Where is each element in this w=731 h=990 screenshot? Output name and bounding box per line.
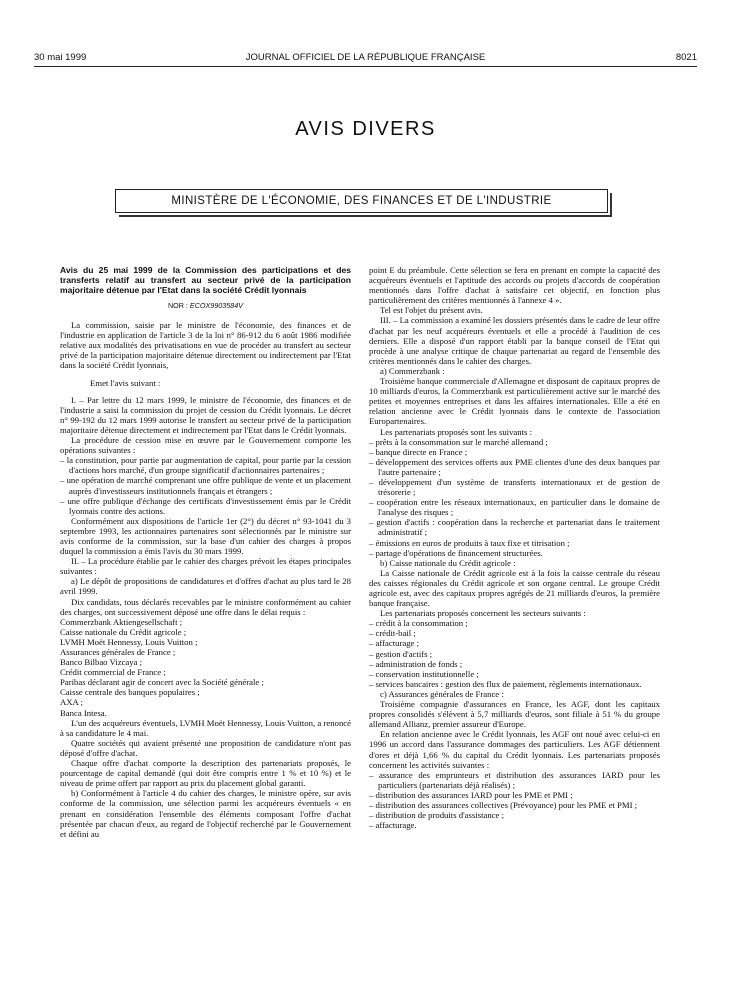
paragraph: Chaque offre d'achat comporte la description des partenariats proposés, le pourcentage de capital demandé (qui doit être compris entre 1 % et 10 %) et le niveau de prime offert par rapport au prix du placement global garanti. [60, 758, 351, 789]
list-item: – la constitution, pour partie par augmentation de capital, pour partie par la cession d'actions hors marché, d'un groupe significatif d'actionnaires partenaires ; [60, 455, 351, 476]
paragraph: En relation ancienne avec le Crédit lyonnais, les AGF ont noué avec celui-ci en 1996 un accord dans l'assurance dommages des particuliers. Les AGF détiennent d'ores et déjà 1,66 % du capital du Crédit lyonnais. Les partenariats proposés concernent les activités suivantes : [369, 729, 660, 770]
paragraph: La procédure de cession mise en œuvre par le Gouvernement comporte les opérations suivantes : [60, 435, 351, 456]
list-item: – banque directe en France ; [369, 446, 468, 457]
list-item: – distribution de produits d'assistance ; [369, 810, 504, 821]
list-item: – une opération de marché comprenant une offre publique de vente et un placement auprès d'investisseurs institutionnels français et étrangers ; [60, 475, 351, 496]
list-item: – conservation institutionnelle ; [369, 668, 479, 679]
list-item: – assurance des emprunteurs et distribution des assurances IARD pour les particuliers (partenariats déjà réalisés) ; [369, 769, 660, 790]
list-item: – gestion d'actifs ; [369, 648, 433, 659]
paragraph: Tel est l'objet du présent avis. [380, 305, 483, 316]
list-item: Caisse nationale du Crédit agricole ; [60, 626, 187, 637]
operations-list [60, 455, 351, 516]
paragraph: point E du préambule. Cette sélection se fera en prenant en compte la capacité des acquéreurs éventuels et l'aptitude des accords ou projets d'accords de coopération mentionnés dans l'offre d'achat à satisfaire cet objectif, en fonction plus particulièrement des critères mentionnés à l'annexe 4 ». [369, 265, 660, 306]
nor-code: ECOX9903584V [189, 301, 244, 310]
list-item: – gestion d'actifs : coopération dans la recherche et partenariat dans le traitement administratif ; [369, 517, 660, 538]
header-journal-title: JOURNAL OFFICIEL DE LA RÉPUBLIQUE FRANÇAISE [245, 52, 486, 63]
list-item: – prêts à la consommation sur le marché allemand ; [369, 436, 548, 447]
paragraph: Les partenariats proposés sont les suivants : [380, 426, 533, 437]
ministry-box: MINISTÈRE DE L'ÉCONOMIE, DES FINANCES ET DE L'INDUSTRIE [115, 189, 608, 213]
list-item: Assurances générales de France ; [60, 647, 176, 657]
list-item: – affacturage. [369, 820, 417, 831]
list-item: – coopération entre les réseaux internationaux, en particulier dans le domaine de l'analyse des risques ; [369, 497, 660, 518]
paragraph: Conformément aux dispositions de l'article 1er (2°) du décret n° 93-1041 du 3 septembre 1993, les actionnaires partenaires sont sélectionnés par le ministre sur avis conforme de la commission, sur la base d'un cahier des charges à propos duquel la commission a émis l'avis du 30 mars 1999. [60, 515, 351, 557]
paragraph: Quatre sociétés qui avaient présenté une proposition de candidature n'ont pas déposé d'offre d'achat. [60, 737, 351, 758]
paragraph: Troisième banque commerciale d'Allemagne et disposant de capitaux propres de 10 milliards d'euros, la Commerzbank est particulièrement active sur le marché des petites et moyennes entreprises et dans les affaires internationales. Elle a été en relation ancienne avec le Crédit lyonnais dans le contexte de l'association Europartenaires. [369, 376, 660, 427]
paragraph: Emet l'avis suivant : [90, 377, 161, 388]
subheading: c) Assurances générales de France : [380, 688, 504, 699]
paragraph: a) Le dépôt de propositions de candidatures et d'offres d'achat au plus tard le 28 avril 1999. [60, 576, 351, 597]
list-item: Banca Intesa. [60, 707, 107, 718]
paragraph: III. – La commission a examiné les dossiers présentés dans le cadre de leur offre d'achat par les neuf acquéreurs éventuels et elle a procédé à l'audition de ces derniers. Elle a disposé d'un rapport établi par la banque conseil de l'Etat qui procède à une analyse critique de chaque partenariat au regard de l'ensemble des critères mentionnés dans le cahier des charges. [369, 315, 660, 366]
list-item: – une offre publique d'échange des certificats d'investissement émis par le Crédit lyonnais contre des actions. [60, 495, 351, 516]
agf-partnerships-list [369, 770, 660, 831]
header-rule [34, 66, 697, 67]
right-column [369, 265, 660, 830]
list-item: AXA ; [60, 697, 83, 708]
list-item: – administration de fonds ; [369, 658, 463, 669]
candidates-list [60, 617, 351, 718]
header-page-number: 8021 [675, 52, 697, 63]
agricole-partnerships-list [369, 618, 660, 689]
list-item: Paribas déclarant agir de concert avec la Société générale ; [60, 677, 264, 688]
article-title: Avis du 25 mai 1999 de la Commission des participations et des transferts relatif au transfert au secteur privé de la participation majoritaire détenue par l'Etat dans la société Crédit lyonnais [60, 265, 351, 295]
paragraph: La commission, saisie par le ministre de l'économie, des finances et de l'industrie en application de l'article 3 de la loi n° 86-912 du 6 août 1986 modifiée relative aux modalités des privatisations en vue de procéder au transfert au secteur privé de la participation majoritaire détenue directement ou indirectement par l'Etat dans la société Crédit lyonnais, [60, 320, 351, 371]
paragraph: Dix candidats, tous déclarés recevables par le ministre conformément au cahier des charges, ont successivement déposé une offre dans le délai requis : [60, 596, 351, 617]
nor-label: NOR : [167, 301, 190, 310]
paragraph: Les partenariats proposés concernent les secteurs suivants : [380, 608, 586, 619]
list-item: Commerzbank Aktiengesellschaft ; [60, 616, 183, 627]
paragraph: II. – La procédure établie par le cahier des charges prévoit les étapes principales suivantes : [60, 556, 351, 577]
list-item: – développement d'un système de transferts internationaux et de gestion de trésorerie ; [369, 476, 660, 498]
list-item: Crédit commercial de France ; [60, 667, 166, 678]
list-item: – distribution des assurances collectives (Prévoyance) pour les PME et PMI ; [369, 799, 638, 810]
paragraph: b) Conformément à l'article 4 du cahier des charges, le ministre opère, sur avis conforme de la commission, une sélection parmi les acquéreurs éventuels « en prenant en considération l'ensemble des éléments composant l'offre d'achat présentée par chacun d'eux, au regard de l'objectif recherché par le Gouvernement et défini au [60, 788, 351, 839]
list-item: – développement des services offerts aux PME clientes d'une des deux banques par l'autre partenaire ; [369, 456, 660, 477]
nor-reference [60, 301, 351, 311]
subheading: a) Commerzbank : [380, 365, 445, 376]
list-item: – affacturage ; [369, 638, 420, 649]
commerzbank-partnerships-list [369, 437, 660, 558]
section-title: AVIS DIVERS [295, 118, 436, 140]
list-item: – distribution des assurances IARD pour les PME et PMI ; [369, 789, 573, 800]
list-item: LVMH Moët Hennessy, Louis Vuitton ; [60, 636, 198, 647]
paragraph: Troisième compagnie d'assurances en France, les AGF, dont les capitaux propres consolidés s'élèvent à 5,7 milliards d'euros, sont filiale à 51 % du groupe allemand Allianz, premier assureur d'Europe. [369, 699, 660, 730]
list-item: Caisse centrale des banques populaires ; [60, 687, 200, 698]
list-item: Banco Bilbao Vizcaya ; [60, 657, 143, 668]
subheading: b) Caisse nationale du Crédit agricole : [380, 557, 516, 568]
left-column [60, 265, 351, 839]
list-item: – émissions en euros de produits à taux fixe et titrisation ; [369, 537, 570, 548]
list-item: – services bancaires : gestion des flux de paiement, règlements internationaux. [369, 678, 642, 689]
list-item: – crédit-bail ; [369, 628, 416, 639]
paragraph: I. – Par lettre du 12 mars 1999, le ministre de l'économie, des finances et de l'industrie a saisi la commission du projet de cession du Crédit lyonnais. Le décret n° 99-192 du 12 mars 1999 autorise le transfert au secteur privé de la participation majoritaire détenue directement et indirectement par l'Etat dans le Crédit lyonnais. [60, 394, 351, 435]
header-date: 30 mai 1999 [34, 52, 87, 63]
list-item: – partage d'opérations de financement structurées. [369, 547, 543, 558]
paragraph: La Caisse nationale de Crédit agricole est à la fois la caisse centrale du réseau des caisses régionales du Crédit agricole et son organe central. Le groupe Crédit agricole est, avec des capitaux propres agrégés de 21 milliards d'euros, la première banque française. [369, 567, 660, 609]
paragraph: L'un des acquéreurs éventuels, LVMH Moët Hennessy, Louis Vuitton, a renoncé à sa candidature le 4 mai. [60, 717, 351, 738]
list-item: – crédit à la consommation ; [369, 618, 468, 629]
